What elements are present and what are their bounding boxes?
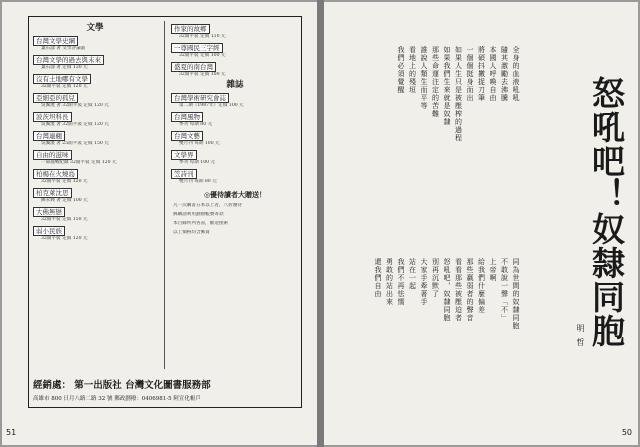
book-details: 季刊 每期 80 元 — [179, 122, 213, 127]
catalog-entry — [171, 24, 299, 40]
book-details: 32開平裝 定價 110 元 — [179, 34, 226, 39]
catalog-entry — [33, 93, 157, 109]
promo-note — [171, 203, 299, 209]
book-title: 作家的故鄉 — [171, 24, 210, 34]
book-details: 第二期（1987年）定價 100 元 — [179, 103, 244, 108]
catalog-entry — [171, 131, 299, 147]
promo-heading: ◎優待讀者大贈送！ — [203, 190, 267, 199]
page-number-right: 50 — [621, 428, 632, 437]
book-details: 雙月刊 每期 80 元 — [179, 179, 217, 184]
address-line: 高雄市 800 日月八路二路 32 號 郵政劃撥：0406981-5 阿宣化帳戶 — [33, 396, 201, 402]
catalog-entry — [33, 150, 157, 166]
book-title: 沒有土地哪有文學 — [33, 74, 91, 84]
poem-line: 我們不再怯懦 — [397, 258, 405, 306]
poem-line: 本國人呼喚自由 — [489, 46, 497, 102]
poem-line: 隨其激勵去沸騰 — [500, 46, 509, 102]
book-title: 一尊國民三字經 — [171, 43, 223, 53]
book-details: 陳永興 著 定價 100 元 — [41, 198, 88, 203]
catalog-entry — [33, 188, 157, 204]
book-title: 柏克萊沈思 — [33, 188, 72, 198]
book-title: 台灣學術研究會誌 — [171, 93, 229, 103]
promo-note — [171, 230, 299, 236]
book-title: 台灣文學史綱 — [33, 36, 78, 46]
book-details: 32開平裝 定價 120 元 — [41, 84, 88, 89]
left-page — [2, 2, 317, 445]
book-details: 32開平裝 定價 100 元 — [179, 53, 226, 58]
poem-line: 全身的血液吼吼 — [512, 46, 520, 102]
poem-line: 看地上的殘垣 — [408, 46, 417, 94]
article-title: 怒吼吧！奴隸同胞 — [587, 76, 626, 348]
catalog-entry — [33, 169, 157, 185]
poem-line: 那些羸弱者的聲音 — [466, 258, 474, 322]
book-details: 32開平裝 定價 120 元 — [41, 236, 88, 241]
poem-line: 給我們什麼偏差 — [477, 258, 486, 314]
poem-line: 我們必須覺醒 — [397, 46, 405, 94]
book-title: 大佛無戀 — [33, 207, 65, 217]
book-title: 盛夏的南台灣 — [171, 62, 216, 72]
book-details: 32開平裝 定價 120 元 — [41, 179, 88, 184]
book-details: 雙月刊 每期 100 元 — [179, 141, 220, 146]
catalog-section-heading: 文學 — [86, 23, 104, 33]
book-details: 32開平裝 定價 150 元 — [41, 217, 88, 222]
book-details: 葉石濤 著 定價 120 元 — [41, 65, 88, 70]
catalog-entry — [171, 169, 299, 185]
catalog-entry — [33, 112, 157, 128]
poem-line: 還我們自由 — [374, 258, 382, 298]
book-title: 台灣文學的過去與未來 — [33, 55, 104, 65]
catalog-column-left — [33, 21, 157, 242]
binding-gutter — [317, 0, 324, 447]
book-title: 台灣風物 — [171, 112, 203, 122]
book-title: 波茨坦科長 — [33, 112, 72, 122]
poem-line: 別再沉默了 — [431, 258, 440, 298]
book-title: 自由的滋味 — [33, 150, 72, 160]
poem-line: 站在一起 — [408, 258, 417, 290]
poem-line: 不敢說一聲「不」 — [500, 258, 509, 322]
book-title: 柏楊在火燒島 — [33, 169, 78, 179]
poem-line: 一個個挺身而出 — [466, 46, 474, 102]
catalog-entry — [33, 226, 157, 242]
catalog-entry — [171, 150, 299, 166]
poem-line: 那些命運注定的苦難 — [431, 46, 440, 118]
article-author: 明哲 — [576, 324, 585, 352]
poem-line: 誰說人類生而平等 — [420, 46, 428, 110]
catalog-entry — [33, 36, 157, 52]
poem-line: 上帝啊 — [489, 258, 497, 282]
catalog-entry — [171, 112, 299, 128]
book-title: 亞細亞的孤兒 — [33, 93, 78, 103]
book-details: 葉石濤 著 文學評論叢 — [41, 46, 86, 51]
catalog-entry — [33, 74, 157, 90]
catalog-section-heading: 雜誌 — [226, 80, 244, 90]
book-details: 32開平裝 定價 100 元 — [179, 72, 226, 77]
catalog-entry — [171, 93, 299, 109]
catalog-entry — [171, 62, 299, 78]
poem-line: 如果我們生來就是奴隸 — [443, 46, 451, 126]
right-page — [324, 2, 638, 445]
book-title: 笠詩刊 — [171, 169, 197, 179]
promo-note — [171, 221, 299, 227]
book-title: 台灣連翹 — [33, 131, 65, 141]
catalog-entry — [33, 55, 157, 71]
poem-line: 如果人生只是被壓榨的過程 — [454, 46, 463, 142]
book-title: 台灣文藝 — [171, 131, 203, 141]
book-details: 吳濁流 著 32開平裝 定價 120 元 — [41, 103, 109, 108]
book-catalog-ad — [28, 16, 302, 408]
book-details: 季刊 每期 100 元 — [179, 160, 216, 165]
book-title: 文學界 — [171, 150, 197, 160]
poem-line: 勇敢的站出來 — [385, 258, 394, 306]
page-number-left: 51 — [6, 428, 17, 437]
promo-note-text: 本目錄所列各書，歡迎函索 — [173, 221, 229, 226]
book-details: 一部越戰紀錄 32開平裝 定價 120 元 — [41, 160, 117, 165]
poem-line: 怒吼吧，奴隸同胞 — [443, 258, 451, 322]
catalog-entry — [171, 43, 299, 59]
poem-line: 將碩抖擻捉刀筆 — [477, 46, 486, 102]
book-details: 吳濁流 著 32開平裝 定價 120 元 — [41, 122, 109, 127]
promo-note — [171, 212, 299, 218]
poem-line: 同為世間的奴隸同胞 — [512, 258, 520, 330]
distributor-line: 經銷處： 第一出版社 台灣文化圖書服務部 — [33, 380, 211, 391]
poem-line: 大家手牽著手 — [420, 258, 428, 306]
catalog-column-right — [171, 21, 299, 236]
catalog-entry — [33, 131, 157, 147]
promo-note-text: 以上價格均含郵資 — [173, 230, 210, 235]
promo-note-text: 郵購請利用劃撥帳號寄款 — [173, 212, 224, 217]
poem-line: 看看那些被壓迫者 — [454, 258, 463, 322]
promo-note-text: 凡一次購書五本以上者，八折優待 — [173, 203, 242, 208]
book-details: 吳濁流 著 25開平裝 定價 150 元 — [41, 141, 109, 146]
column-divider — [164, 21, 165, 369]
catalog-entry — [33, 207, 157, 223]
book-title: 弱小民族 — [33, 226, 65, 236]
